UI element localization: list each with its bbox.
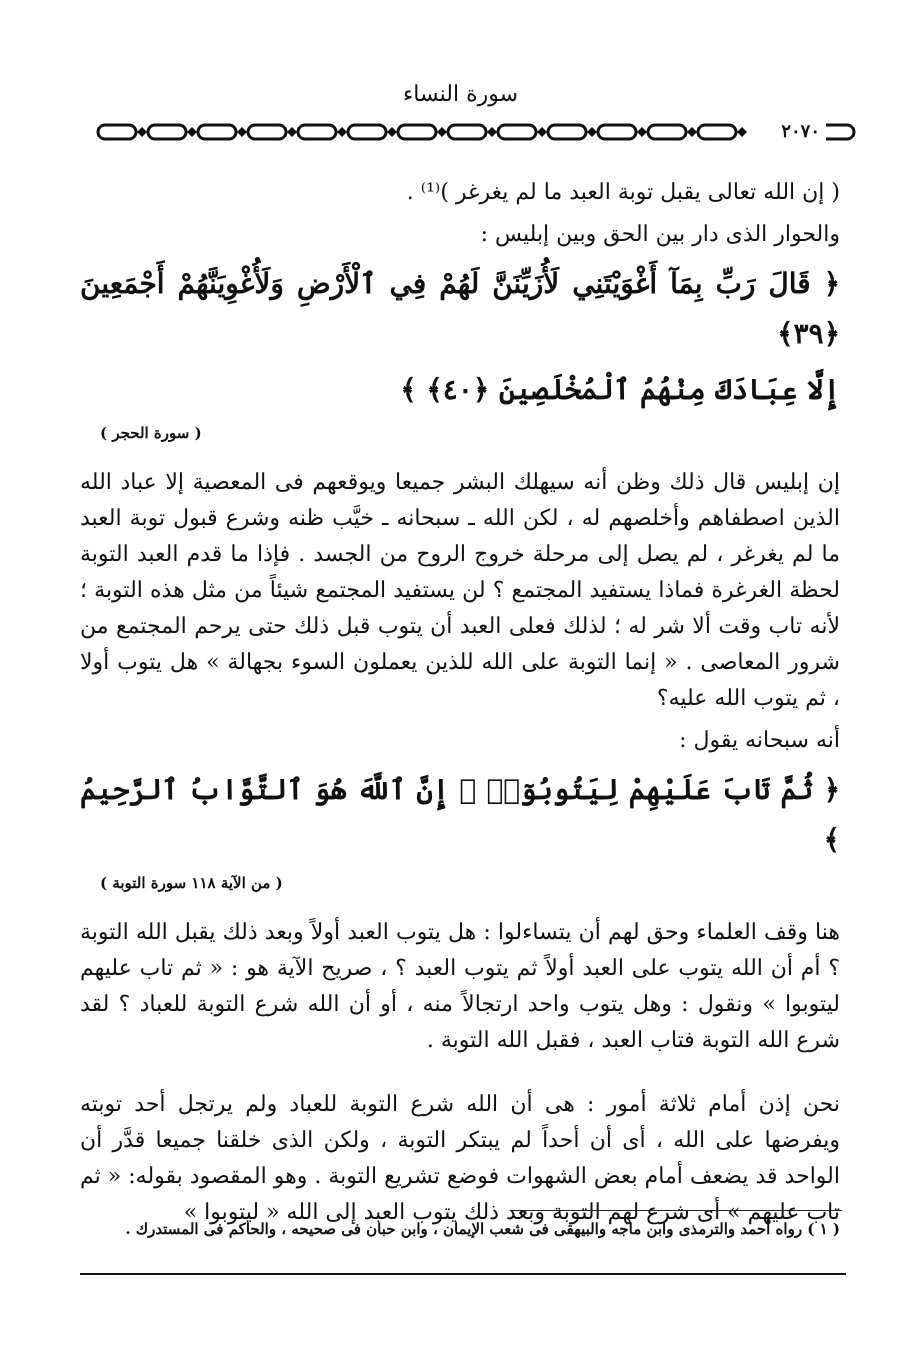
chain-link	[248, 125, 286, 139]
chain-diamond	[337, 127, 347, 137]
chain-diamond	[487, 127, 497, 137]
quran-verse: ﴿ ثُمَّ تَابَ عَلَيْهِمْ لِيَتُوبُوٓا۟ ۚ إِنَّ ٱللَّهَ هُوَ ٱلتَّوَّابُ ٱلرَّحِيمُ ﴾	[80, 773, 840, 856]
chain-link	[348, 125, 386, 139]
chain-diamond	[687, 127, 697, 137]
bottom-divider	[80, 1273, 846, 1275]
header-ornament	[96, 118, 858, 146]
page-number: ٢٠٧٠	[775, 118, 826, 146]
chain-diamond	[737, 127, 747, 137]
paragraph: إن إبليس قال ذلك وظن أنه سيهلك البشر جميعا ويوقعهم فى المعصية إلا عباد الله الذين اصطفاهم وأخلصهم له ، لكن الله ـ سبحانه ـ خيَّب ظنه وشرع قبول توبة العبد ما لم يغرغر ، لم يصل إلى مرحلة خروج الروح من الجسد . فإذا ما قدم العبد التوبة لحظة الغرغرة فماذا يستفيد المجتمع ؟ لن يستفيد المجتمع شيئاً من مثل هذه التوبة ؛ لأنه تاب وقت ألا شر له ؛ لذلك فعلى العبد أن يتوب قبل ذلك حتى يرحم المجتمع من شرور المعاصى . « إنما التوبة على الله للذين يعملون السوء بجهالة » هل يتوب أولا ، ثم يتوب الله عليه؟	[80, 470, 840, 711]
verse-source: ( سورة الحجر )	[100, 424, 202, 442]
paragraph: هنا وقف العلماء وحق لهم أن يتساءلوا : هل يتوب العبد أولاً وبعد ذلك يقبل الله التوبة ؟ أم أن الله يتوب على العبد أولاً ثم يتوب العبد ؟ ، صريح الآية هو : « ثم تاب عليهم ليتوبوا » ونقول : وهل يتوب واحد ارتجالاً منه ، أو أن الله شرع التوبة للعباد ؟ لقد شرع الله التوبة فتاب العبد ، فقبل الله التوبة .	[80, 920, 840, 1053]
chain-link	[698, 125, 736, 139]
chain-link	[448, 125, 486, 139]
chain-diamond	[437, 127, 447, 137]
quran-verse: ﴿ قَالَ رَبِّ بِمَآ أَغْوَيْتَنِي لَأُزَيِّنَنَّ لَهُمْ فِي ٱلْأَرْضِ وَلَأُغْوِيَنَّهُمْ أَجْمَعِينَ ﴿٣٩﴾	[80, 267, 840, 350]
quran-verse: إِلَّا عِبَادَكَ مِنْهُمُ ٱلْمُخْلَصِينَ ﴿٤٠﴾ ﴾	[400, 373, 840, 406]
footnote: ( ١ ) رواه أحمد والترمذى وابن ماجه والبيهقى فى شعب الإيمان ، وابن حبان فى صحيحه ، والحاكم فى المستدرك .	[125, 1220, 840, 1238]
chain-link	[98, 125, 136, 139]
text-line: والحوار الذى دار بين الحق وبين إبليس :	[480, 222, 840, 247]
chain-diamond	[637, 127, 647, 137]
text-line: ( إن الله تعالى يقبل توبة العبد ما لم يغرغر )⁽¹⁾ .	[406, 180, 840, 205]
chain-diamond	[387, 127, 397, 137]
chain-link	[648, 125, 686, 139]
chain-link	[298, 125, 336, 139]
chain-diamond	[187, 127, 197, 137]
chain-link	[398, 125, 436, 139]
chain-diamond	[587, 127, 597, 137]
chain-diamond	[137, 127, 147, 137]
chain-link	[498, 125, 536, 139]
chain-ornament	[96, 118, 858, 146]
chain-link	[148, 125, 186, 139]
main-text	[80, 175, 840, 1237]
paragraph: نحن إذن أمام ثلاثة أمور : هى أن الله شرع التوبة للعباد ولم يرتجل أحد توبته ويفرضها على الله ، أى أن أحداً لم يبتكر التوبة ، ولكن الذى خلقنا جميعا قدَّر أن الواحد قد يضعف أمام بعض الشهوات فوضع تشريع التوبة . وهو المقصود بقوله: « ثم تاب عليهم » أى شرع لهم التوبة وبعد ذلك يتوب العبد إلى الله « ليتوبوا »	[80, 1092, 840, 1225]
chain-diamond	[237, 127, 247, 137]
verse-source: ( من الآية ١١٨ سورة التوبة )	[100, 874, 283, 892]
chain-link	[548, 125, 586, 139]
footnote-divider	[512, 1210, 842, 1211]
chain-link	[598, 125, 636, 139]
text-line: أنه سبحانه يقول :	[679, 728, 840, 753]
chain-diamond	[537, 127, 547, 137]
chain-link	[198, 125, 236, 139]
chain-diamond	[287, 127, 297, 137]
spacer	[80, 1065, 840, 1087]
surah-title: سورة النساء	[402, 82, 519, 107]
